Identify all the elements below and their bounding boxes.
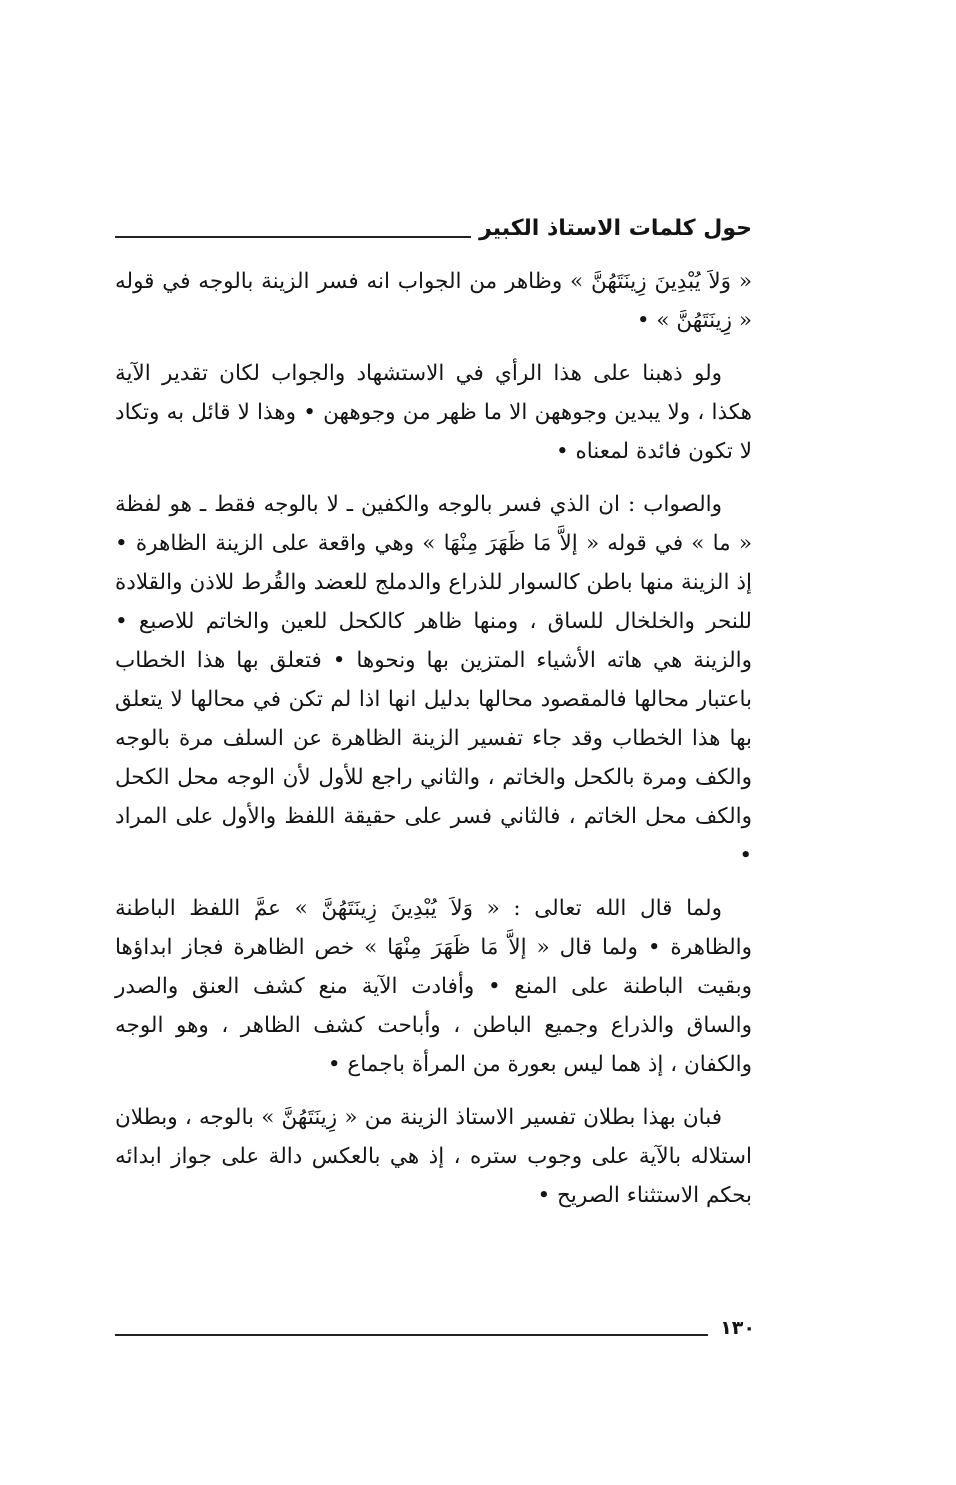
body-text <box>115 262 752 1229</box>
page-footer <box>115 1308 755 1338</box>
running-header <box>115 200 752 240</box>
paragraph-3: والصواب : ان الذي فسر بالوجه والكفين ـ لا بالوجه فقط ـ هو لفظة « ما » في قوله « إلاَّ مَا ظَهَرَ مِنْهَا » وهي واقعة على الزينة الظاهرة • إذ الزينة منها باطن كالسوار للذراع والدملج للعضد والقُرط للاذن والقلادة للنحر والخلخال للساق ، ومنها ظاهر كالكحل للعين والخاتم للاصبع • والزينة هي هاته الأشياء المتزين بها ونحوها • فتعلق بها هذا الخطاب باعتبار محالها فالمقصود محالها بدليل انها اذا لم تكن في محالها لا يتعلق بها هذا الخطاب وقد جاء تفسير الزينة الظاهرة عن السلف مرة بالوجه والكف ومرة بالكحل والخاتم ، والثاني راجع للأول لأن الوجه محل الكحل والكف محل الخاتم ، فالثاني فسر على حقيقة اللفظ والأول على المراد • <box>115 492 752 868</box>
paragraph-4: ولما قال الله تعالى : « وَلاَ يُبْدِينَ زِينَتَهُنَّ » عمَّ اللفظ الباطنة والظاهرة • ولما قال « إلاَّ مَا ظَهَرَ مِنْهَا » خص الظاهرة فجاز ابداؤها وبقيت الباطنة على المنع • وأفادت الآية منع كشف العنق والصدر والساق والذراع وجميع الباطن ، وأباحت كشف الظاهر ، وهو الوجه والكفان ، إذ هما ليس بعورة من المرأة باجماع • <box>115 896 752 1077</box>
paragraph-1: « وَلاَ يُبْدِينَ زِينَتَهُنَّ » وظاهر من الجواب انه فسر الزينة بالوجه في قوله « زِينَتَهُنَّ » • <box>115 269 752 333</box>
page-number: ١٣٠ <box>720 1317 755 1339</box>
paragraph-2: ولو ذهبنا على هذا الرأي في الاستشهاد والجواب لكان تقدير الآية هكذا ، ولا يبدين وجوههن الا ما ظهر من وجوههن • وهذا لا قائل به وتكاد لا تكون فائدة لمعناه • <box>115 361 752 464</box>
paragraph-5: فبان بهذا بطلان تفسير الاستاذ الزينة من « زِينَتَهُنَّ » بالوجه ، وبطلان استلاله بالآية على وجوب ستره ، إذ هي بالعكس دالة على جواز ابدائه بحكم الاستثناء الصريح • <box>115 1105 752 1208</box>
running-title: حول كلمات الاستاذ الكبير <box>479 216 752 241</box>
header-rule <box>115 236 471 238</box>
footer-rule <box>115 1334 708 1336</box>
